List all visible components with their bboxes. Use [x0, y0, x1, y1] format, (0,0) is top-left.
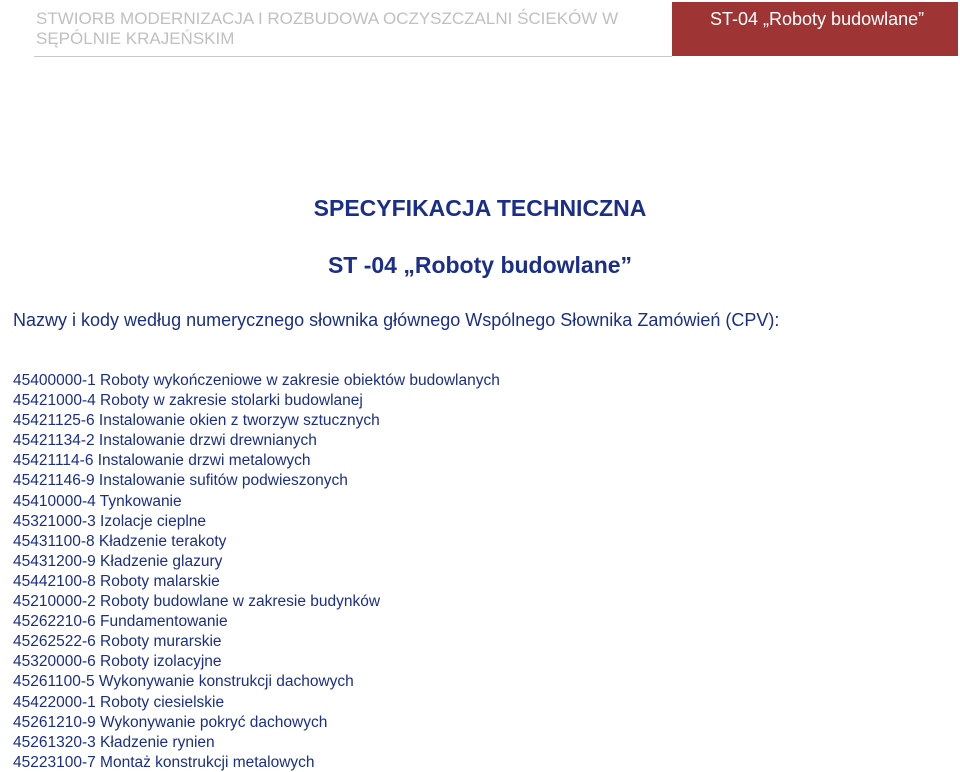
cpv-item: 45431200-9 Kładzenie glazury: [13, 552, 223, 570]
cpv-item: 45410000-4 Tynkowanie: [13, 492, 182, 510]
cpv-item: 45223100-7 Montaż konstrukcji metalowych: [13, 753, 315, 771]
cpv-item: 45422000-1 Roboty ciesielskie: [13, 693, 225, 711]
cpv-intro: Nazwy i kody według numerycznego słownika głównego Wspólnego Słownika Zamówień (CPV):: [13, 310, 780, 330]
cpv-item: 45261210-9 Wykonywanie pokryć dachowych: [13, 713, 328, 731]
cpv-item: 45320000-6 Roboty izolacyjne: [13, 653, 222, 671]
cpv-item: 45262210-6 Fundamentowanie: [13, 613, 228, 631]
cpv-item: 45321000-3 Izolacje cieplne: [13, 512, 207, 530]
cpv-item: 45210000-2 Roboty budowlane w zakresie budynków: [13, 593, 381, 611]
cpv-item: 45421134-2 Instalowanie drzwi drewnianych: [13, 432, 317, 450]
cpv-item: 45262522-6 Roboty murarskie: [13, 633, 222, 651]
cpv-item: 45421125-6 Instalowanie okien z tworzyw sztucznych: [13, 412, 380, 430]
cpv-item: 45431100-8 Kładzenie terakoty: [13, 532, 227, 550]
page-header: [0, 0, 960, 58]
cpv-item: 45400000-1 Roboty wykończeniowe w zakresie obiektów budowlanych: [13, 372, 500, 389]
cpv-item: 45442100-8 Roboty malarskie: [13, 572, 220, 590]
header-divider: [34, 56, 672, 57]
cpv-list: [13, 371, 500, 772]
cpv-item: 45261320-3 Kładzenie rynien: [13, 733, 215, 751]
header-section-badge: ST-04 „Roboty budowlane”: [672, 2, 958, 56]
document-subtitle: ST -04 „Roboty budowlane”: [327, 252, 633, 278]
document-title: SPECYFIKACJA TECHNICZNA: [313, 195, 647, 221]
cpv-item: 45421146-9 Instalowanie sufitów podwieszonych: [13, 472, 348, 490]
cpv-item: 45421000-4 Roboty w zakresie stolarki budowlanej: [13, 392, 363, 410]
cpv-item: 45261100-5 Wykonywanie konstrukcji dachowych: [13, 673, 354, 691]
cpv-item: 45421114-6 Instalowanie drzwi metalowych: [13, 452, 311, 470]
header-project-title: STWIORB MODERNIZACJA I ROZBUDOWA OCZYSZCZALNI ŚCIEKÓW W SĘPÓLNIE KRAJEŃSKIM: [36, 9, 619, 48]
